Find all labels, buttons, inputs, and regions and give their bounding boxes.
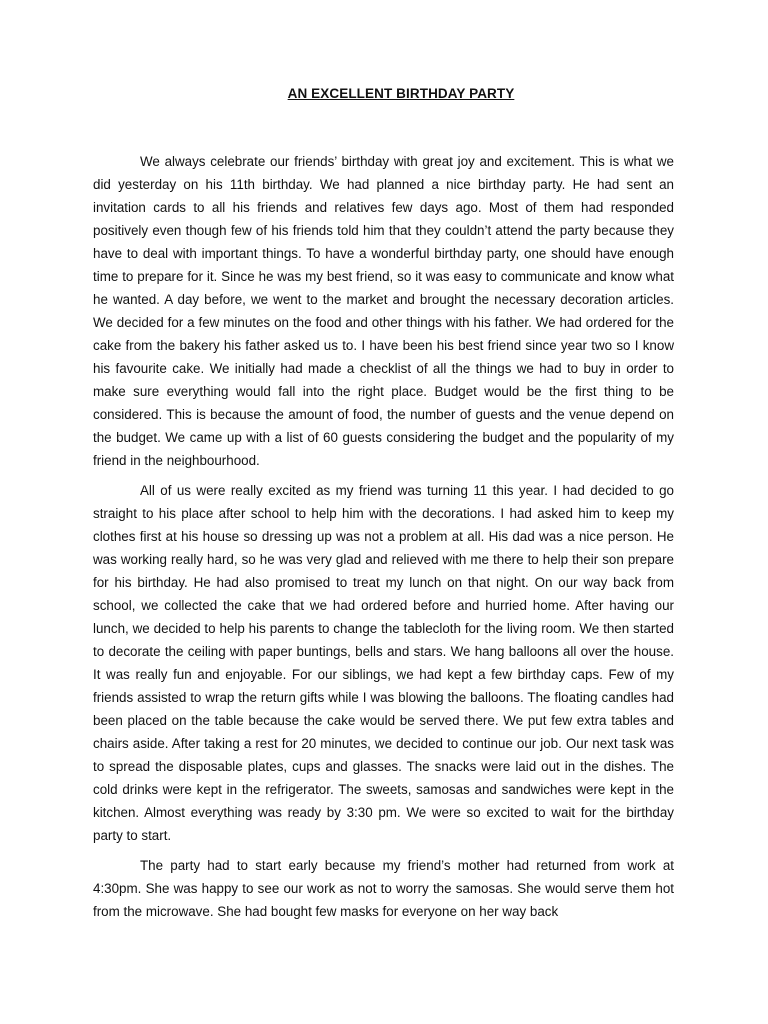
document-body <box>93 150 674 930</box>
document-title: AN EXCELLENT BIRTHDAY PARTY <box>287 86 515 101</box>
paragraph-1: We always celebrate our friends’ birthday with great joy and excitement. This is what we did yesterday on his 11th birthday. We had planned a nice birthday party. He had sent an invitation cards to all his friends and relatives few days ago. Most of them had responded positively even though few of his friends told him that they couldn’t attend the party because they have to deal with important things. To have a wonderful birthday party, one should have enough time to prepare for it. Since he was my best friend, so it was easy to communicate and know what he wanted. A day before, we went to the market and brought the necessary decoration articles. We decided for a few minutes on the food and other things with his father. We had ordered for the cake from the bakery his father asked us to. I have been his best friend since year two so I know his favourite cake. We initially had made a checklist of all the things we had to buy in order to make sure everything would fall into the right place. Budget would be the first thing to be considered. This is because the amount of food, the number of guests and the venue depend on the budget. We came up with a list of 60 guests considering the budget and the popularity of my friend in the neighbourhood. <box>93 154 674 468</box>
paragraph-3: The party had to start early because my friend’s mother had returned from work at 4:30pm. She was happy to see our work as not to worry the samosas. She would serve them hot from the microwave. She had bought few masks for everyone on her way back <box>93 858 674 919</box>
paragraph-2: All of us were really excited as my friend was turning 11 this year. I had decided to go straight to his place after school to help him with the decorations. I had asked him to keep my clothes first at his house so dressing up was not a problem at all. His dad was a nice person. He was working really hard, so he was very glad and relieved with me there to help their son prepare for his birthday. He had also promised to treat my lunch on that night. On our way back from school, we collected the cake that we had ordered before and hurried home. After having our lunch, we decided to help his parents to change the tablecloth for the living room. We then started to decorate the ceiling with paper buntings, bells and stars. We hang balloons all over the house. It was really fun and enjoyable. For our siblings, we had kept a few birthday caps. Few of my friends assisted to wrap the return gifts while I was blowing the balloons. The floating candles had been placed on the table because the cake would be served there. We put few extra tables and chairs aside. After taking a rest for 20 minutes, we decided to continue our job. Our next task was to spread the disposable plates, cups and glasses. The snacks were laid out in the dishes. The cold drinks were kept in the refrigerator. The sweets, samosas and sandwiches were kept in the kitchen. Almost everything was ready by 3:30 pm. We were so excited to wait for the birthday party to start. <box>93 483 674 843</box>
